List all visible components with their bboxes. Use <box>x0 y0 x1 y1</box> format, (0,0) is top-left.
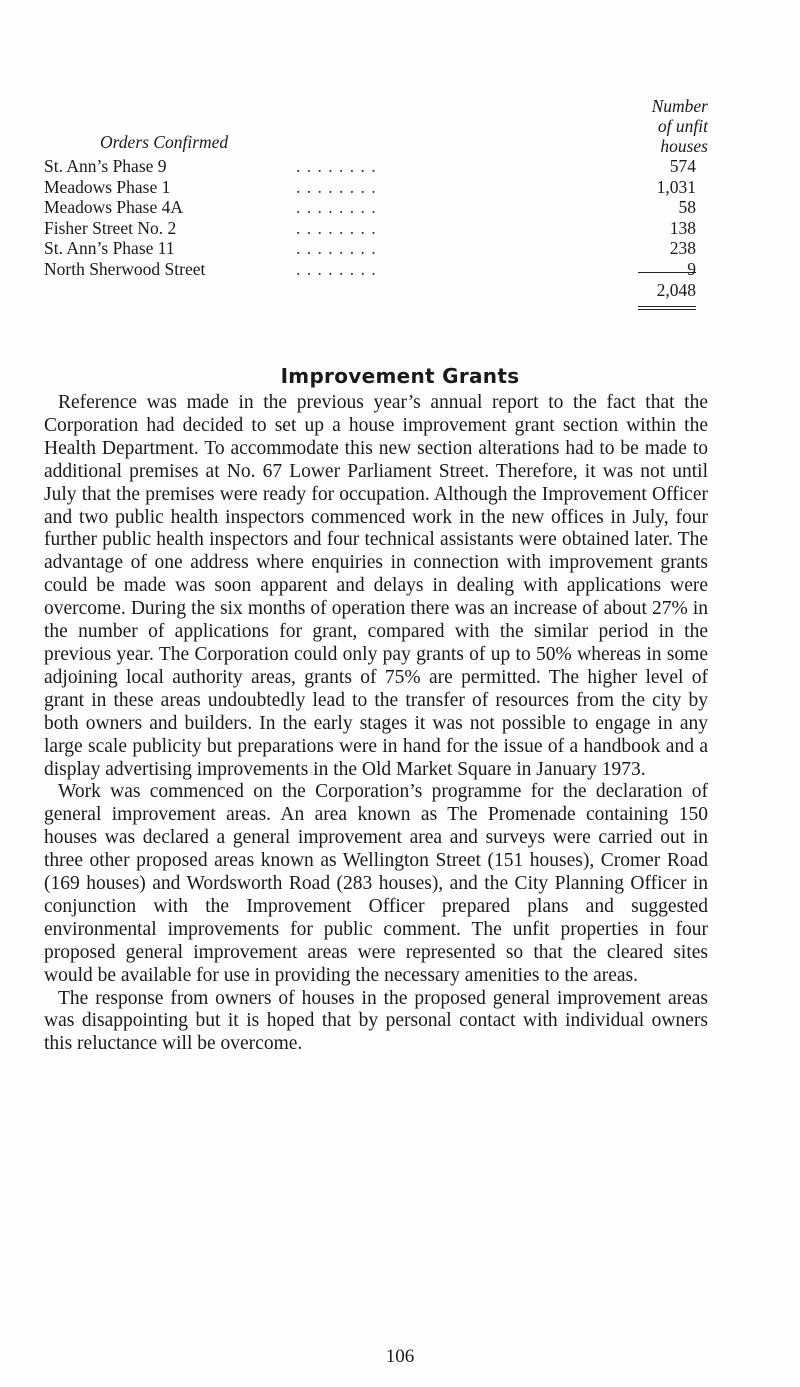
leader-dots: . . . . . . . . <box>296 156 377 176</box>
paragraph: Reference was made in the previous year’s annual report to the fact that the Corporation had decided to set up a house improvement grant section within the Health Department. To accommodate this new section alterations had to be made to additional premises at No. 67 Lower Parliament Street. Therefore, it was not until July that the premises were ready for occupation. Although the Improvement Officer and two public health inspectors commenced work in the new offices in July, four further public health inspectors and four technical assistants were obtained later. The advantage of one address where enquiries in connection with improvement grants could be made was soon apparent and delays in dealing with applications were overcome. During the six months of operation there was an increase of about 27% in the number of applications for grant, compared with the similar period in the previous year. The Corporation could only pay grants of up to 50% whereas in some adjoining local authority areas, grants of 75% are permitted. The higher level of grant in these areas undoubtedly lead to the transfer of resources from the city by both owners and builders. In the early stages it was not possible to engage in any large scale publicity but preparations were in hand for the issue of a handbook and a display advertising improvements in the Old Market Square in January 1973. <box>44 392 708 780</box>
row-name: Fisher Street No. 2 <box>44 217 177 238</box>
table-row <box>44 218 708 239</box>
row-value: 238 <box>669 238 696 258</box>
header-line: of unfit <box>657 116 708 136</box>
orders-confirmed-header: Orders Confirmed <box>100 132 229 152</box>
row-value: 574 <box>669 156 696 176</box>
row-name: North Sherwood Street <box>44 258 206 279</box>
row-value: 138 <box>669 217 696 238</box>
table-row <box>44 197 708 218</box>
row-value: 9 <box>687 258 696 279</box>
leader-dots: . . . . . . . . <box>296 197 377 217</box>
page-number: 106 <box>385 1346 415 1367</box>
row-name: Meadows Phase 1 <box>44 176 171 197</box>
leader-dots: . . . . . . . . <box>296 258 377 279</box>
paragraph: Work was commenced on the Corporation’s programme for the declaration of general improvement areas. An area known as The Promenade containing 150 houses was declared a general improvement area and surveys were carried out in three other proposed areas known as Wellington Street (151 houses), Cromer Road (169 houses) and Wordsworth Road (283 houses), and the City Planning Officer in conjunction with the Improvement Officer prepared plans and suggested environmental improvements for public comment. The unfit properties in four proposed general improvement areas were represented so that the cleared sites would be available for use in providing the necessary amenities to the areas. <box>44 781 708 986</box>
number-of-unfit-houses-header <box>568 96 708 156</box>
row-name: Meadows Phase 4A <box>44 197 184 217</box>
table-row <box>44 238 708 259</box>
table-row <box>44 156 708 177</box>
row-value: 1,031 <box>656 176 696 197</box>
body-text <box>44 392 708 1056</box>
row-name: St. Ann’s Phase 11 <box>44 238 175 258</box>
section-heading: Improvement Grants <box>280 364 520 388</box>
table-row <box>44 177 708 198</box>
leader-dots: . . . . . . . . <box>296 176 377 197</box>
table-header <box>44 96 708 156</box>
row-value: 58 <box>678 197 696 217</box>
paragraph: The response from owners of houses in the proposed general improvement areas was disappointing but it is hoped that by personal contact with individual owners this reluctance will be overcome. <box>44 987 708 1055</box>
leader-dots: . . . . . . . . <box>296 238 377 258</box>
row-name: St. Ann’s Phase 9 <box>44 156 167 176</box>
header-line: Number <box>651 96 708 116</box>
unfit-houses-table <box>44 96 708 300</box>
leader-dots: . . . . . . . . <box>296 217 377 238</box>
table-row <box>44 259 708 280</box>
header-line: houses <box>660 136 708 156</box>
total-double-rule <box>638 306 696 310</box>
sum-rule <box>638 272 696 273</box>
total-value: 2,048 <box>656 280 696 300</box>
